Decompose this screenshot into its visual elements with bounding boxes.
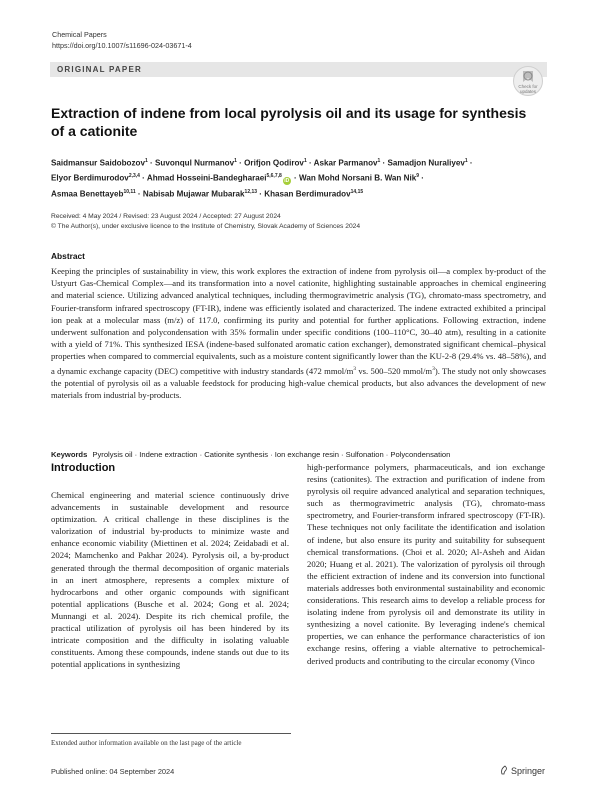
author-affiliation: 9 bbox=[416, 173, 419, 180]
published-date: Published online: 04 September 2024 bbox=[51, 767, 175, 776]
section-banner bbox=[50, 62, 547, 77]
author-affiliation: 5,6,7,8 bbox=[266, 173, 282, 180]
author-affiliation: 2,3,4 bbox=[128, 173, 140, 180]
author-affiliation: 1 bbox=[303, 158, 307, 164]
footnote-divider bbox=[51, 733, 291, 734]
abstract-text: Keeping the principles of sustainability in view, this work explores the extraction of indene from pyrolysis oil—a complex by-product of the Ustyurt Gas-Chemical Complex—and its transformation into a novel cationite, highlighting sustainable approaches in chemical engineering and material science. Utilizing advanced analytical techniques, including thermogravimetric analysis (TG), chromato-mass spectrometry, and Fourier-transform infrared spectroscopy (FT-IR), indene was efficiently isolated and characterized. The indene extracted exhibited a principal ion peak at a molecular mass (m/z) of 117.0, confirming its purity and potential for further applications. Following extraction, indene underwent sulfonation and polycondensation with 35% formalin under specific conditions (100–110°C, 30–40 atm), resulting in a cationite with a yield of 71%. This synthesized IESA (indene-based sulfonated aromatic cation exchanger), demonstrated significant chemical–physical properties when compared to commercial equivalents, such as a moisture content significantly lower than the KU-2-8 (29.4% vs. 48–58%), and a dynamic exchange capacity (DEC) competitive with industry standards (472 mmol/$m^3$ vs. 500–520 mmol/$m^3$). The study not only showcases the potential of pyrolysis oil as a valuable feedstock for producing high-value chemical products, but also advances the development of new materials from industrial by-products. bbox=[51, 266, 546, 400]
author-affiliation: 12,13 bbox=[244, 188, 258, 195]
journal-header bbox=[52, 29, 192, 51]
author-affiliation: 14,15 bbox=[350, 188, 364, 195]
author-name[interactable]: Saidmansur Saidobozov bbox=[51, 158, 145, 168]
author-name[interactable]: Asmaa Benettayeb bbox=[51, 189, 124, 199]
body-column-left: Chemical engineering and material science continuously drive advancements in sustainable development and resource optimization. A critical challenge in these disciplines is the valorization of industrial by-products to minimize waste and enhance economic viability (Miettinen et al. 2024; Zeidabadi et al. 2024; Mamchenko and Pakhar 2024). Pyrolysis oil, a by-product generated through the thermal decomposition of organic materials in an inert atmosphere, represents a complex mixture of hydrocarbons and other organic compounds with significant potential applications (Busche et al. 2024; Gong et al. 2024; Munnangi et al. 2024). Despite its rich chemical profile, the practical utilization of pyrolysis oil has been hindered by its intricate composition and the difficulty in isolating valuable constituents. Among these compounds, indene stands out due to its potential applications in synthesizing bbox=[51, 490, 289, 670]
springer-logo bbox=[500, 765, 545, 776]
article-dates bbox=[51, 212, 360, 233]
footnote: Extended author information available on the last page of the article bbox=[51, 739, 242, 747]
author-name[interactable]: Samadjon Nuraliyev bbox=[387, 158, 465, 168]
author-name[interactable]: Elyor Berdimurodov bbox=[51, 173, 129, 183]
abstract-heading: Abstract bbox=[51, 251, 85, 261]
keywords bbox=[51, 450, 546, 460]
doi-link[interactable]: https://doi.org/10.1007/s11696-024-03671-4 bbox=[52, 41, 192, 50]
author-name[interactable]: Ahmad Hosseini-Bandegharaei bbox=[146, 173, 267, 183]
author-affiliation: 10,11 bbox=[123, 188, 136, 195]
publisher-name: Springer bbox=[511, 766, 546, 776]
author-affiliation: 1 bbox=[234, 158, 237, 164]
author-name[interactable]: Khasan Berdimuradov bbox=[264, 189, 351, 199]
author-name[interactable]: Orifjon Qodirov bbox=[244, 158, 304, 168]
body-column-right: high-performance polymers, pharmaceuticals, and ion exchange resins (cationites). The extraction and purification of indene from pyrolysis oil require advanced analytical and separation techniques, such as thermogravimetric analysis (TG), chromato-mass spectrometry, and Fourier-transform infrared spectroscopy (FT-IR). These techniques not only facilitate the identification and isolation of indene, but also ensure its purity and suitability for subsequent chemical transformations. (Choi et al. 2020; Al-Asheh and Aidan 2020; Huang et al. 2021). The valorization of pyrolysis oil through the efficient extraction of indene and its conversion into functional materials addresses both environmental sustainability and economic considerations. This research aims to develop a reliable process for isolating indene from pyrolysis oil and demonstrate its utility in synthesizing a novel cationite. By leveraging indene's chemical properties, we can enhance the performance characteristics of ion exchange resins, offering a viable alternative to petrochemical-derived products and contributing to the circular economy (Vinco bbox=[307, 462, 545, 666]
introduction-heading: Introduction bbox=[51, 462, 116, 474]
author-affiliation: 1 bbox=[377, 158, 381, 164]
author-name[interactable]: Nabisab Mujawar Mubarak bbox=[142, 189, 245, 199]
section-label: ORIGINAL PAPER bbox=[57, 65, 142, 74]
article-title: Extraction of indene from local pyrolysis oil and its usage for synthesis of a cationite bbox=[51, 105, 527, 139]
author-name[interactable]: Wan Mohd Norsani B. Wan Nik bbox=[298, 173, 417, 183]
orcid-icon[interactable]: iD bbox=[284, 177, 290, 184]
author-name[interactable]: Suvonqul Nurmanov bbox=[154, 158, 235, 168]
copyright-line: © The Author(s), under exclusive licence to the Institute of Chemistry, Slovak Academy of Sciences 2024 bbox=[51, 223, 361, 231]
keywords-label: Keywords bbox=[51, 450, 88, 459]
check-updates-text: Check for updates bbox=[518, 84, 538, 94]
springer-horse-icon bbox=[500, 765, 508, 775]
journal-name: Chemical Papers bbox=[52, 30, 107, 39]
author-affiliation: 1 bbox=[464, 158, 468, 164]
author-list: Saidmansur Saidobozov$^1$ · Suvonqul Nurmanov$^1$ · Orifjon Qodirov$^1$ · Askar Parmanov$^1$ · Samadjon Nuraliyev$^1$ · Elyor Berdimurodov$^{2,3,4}$ · Ahmad Hosseini-Bandegharaei$^{5,6,7,8}$iD · Wan Mohd Norsani B. Wan Nik$^9$ · Asmaa Benettayeb$^{10,11}$ · Nabisab Mujawar Mubarak$^{12,13}$ · Khasan Berdimuradov$^{14,15}$ bbox=[51, 158, 473, 199]
keywords-list: Pyrolysis oil · Indene extraction · Cationite synthesis · Ion exchange resin · Sulfonation · Polycondensation bbox=[92, 450, 451, 459]
author-name[interactable]: Askar Parmanov bbox=[313, 158, 378, 168]
history-dates: Received: 4 May 2024 / Revised: 23 August 2024 / Accepted: 27 August 2024 bbox=[51, 213, 281, 220]
author-affiliation: 1 bbox=[145, 158, 148, 164]
